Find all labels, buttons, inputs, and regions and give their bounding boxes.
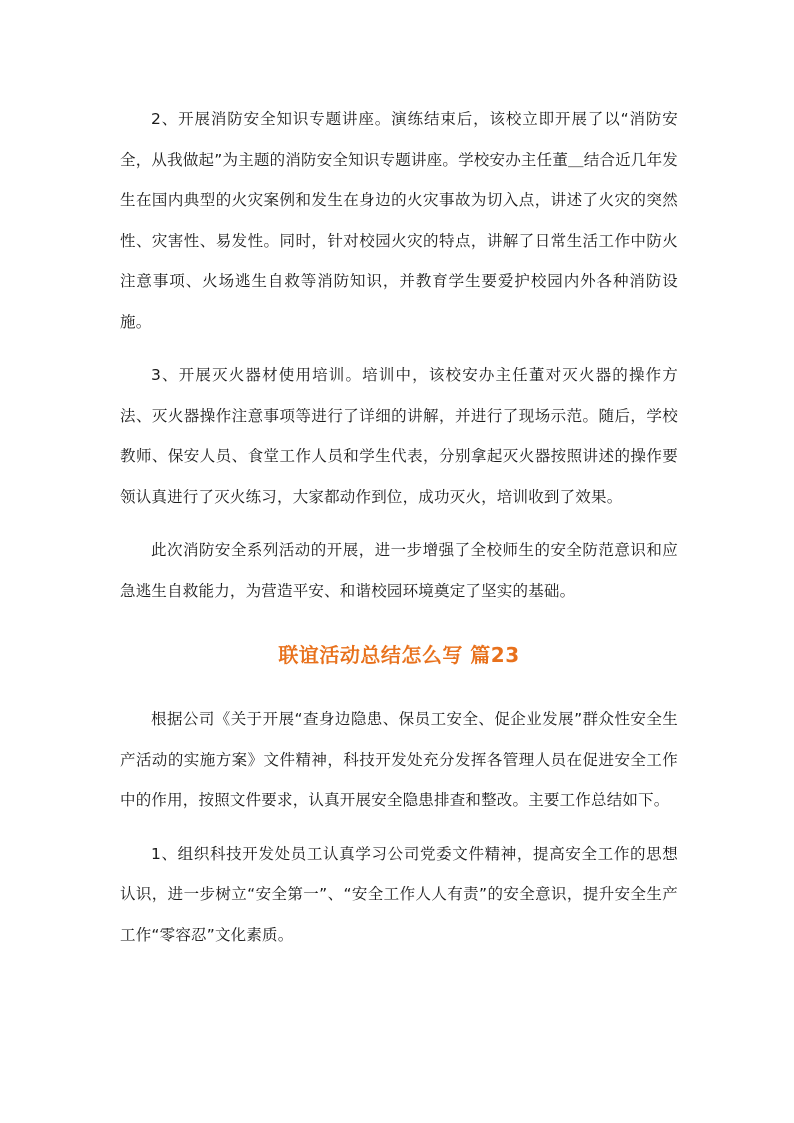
document-body	[120, 99, 678, 955]
paragraph-activity-summary: 此次消防安全系列活动的开展，进一步增强了全校师生的安全防范意识和应急逃生自救能力，为营造平安、和谐校园环境奠定了坚实的基础。	[120, 541, 678, 600]
paragraph-staff-study: 1、组织科技开发处员工认真学习公司党委文件精神，提高安全工作的思想认识，进一步树立“安全第一”、“安全工作人人有责”的安全意识，提升安全生产工作“零容忍”文化素质。	[120, 844, 678, 944]
paragraph-spacer	[120, 517, 678, 530]
paragraph-company-policy: 根据公司《关于开展“查身边隐患、保员工安全、促企业发展”群众性安全生产活动的实施方案》文件精神，科技开发处充分发挥各管理人员在促进安全工作中的作用，按照文件要求，认真开展安全隐患排查和整改。主要工作总结如下。	[120, 710, 678, 809]
paragraph-fire-lecture: 2、开展消防安全知识专题讲座。演练结束后，该校立即开展了以“消防安全，从我做起”为主题的消防安全知识专题讲座。学校安办主任董＿结合近几年发生在国内典型的火灾案例和发生在身边的火灾事故为切入点，讲述了火灾的突然性、灾害性、易发性。同时，针对校园火灾的特点，讲解了日常生活工作中防火注意事项、火场逃生自救等消防知识，并教育学生要爱护校园内外各种消防设施。	[120, 110, 678, 331]
paragraph-spacer	[120, 342, 678, 355]
paragraph-spacer	[120, 821, 678, 834]
paragraph-extinguisher-training: 3、开展灭火器材使用培训。培训中，该校安办主任董对灭火器的操作方法、灭火器操作注意事项等进行了详细的讲解，并进行了现场示范。随后，学校教师、保安人员、食堂工作人员和学生代表，分别拿起灭火器按照讲述的操作要领认真进行了灭火练习，大家都动作到位，成功灭火，培训收到了效果。	[120, 366, 678, 506]
section-heading: 联谊活动总结怎么写 篇23	[278, 643, 520, 667]
